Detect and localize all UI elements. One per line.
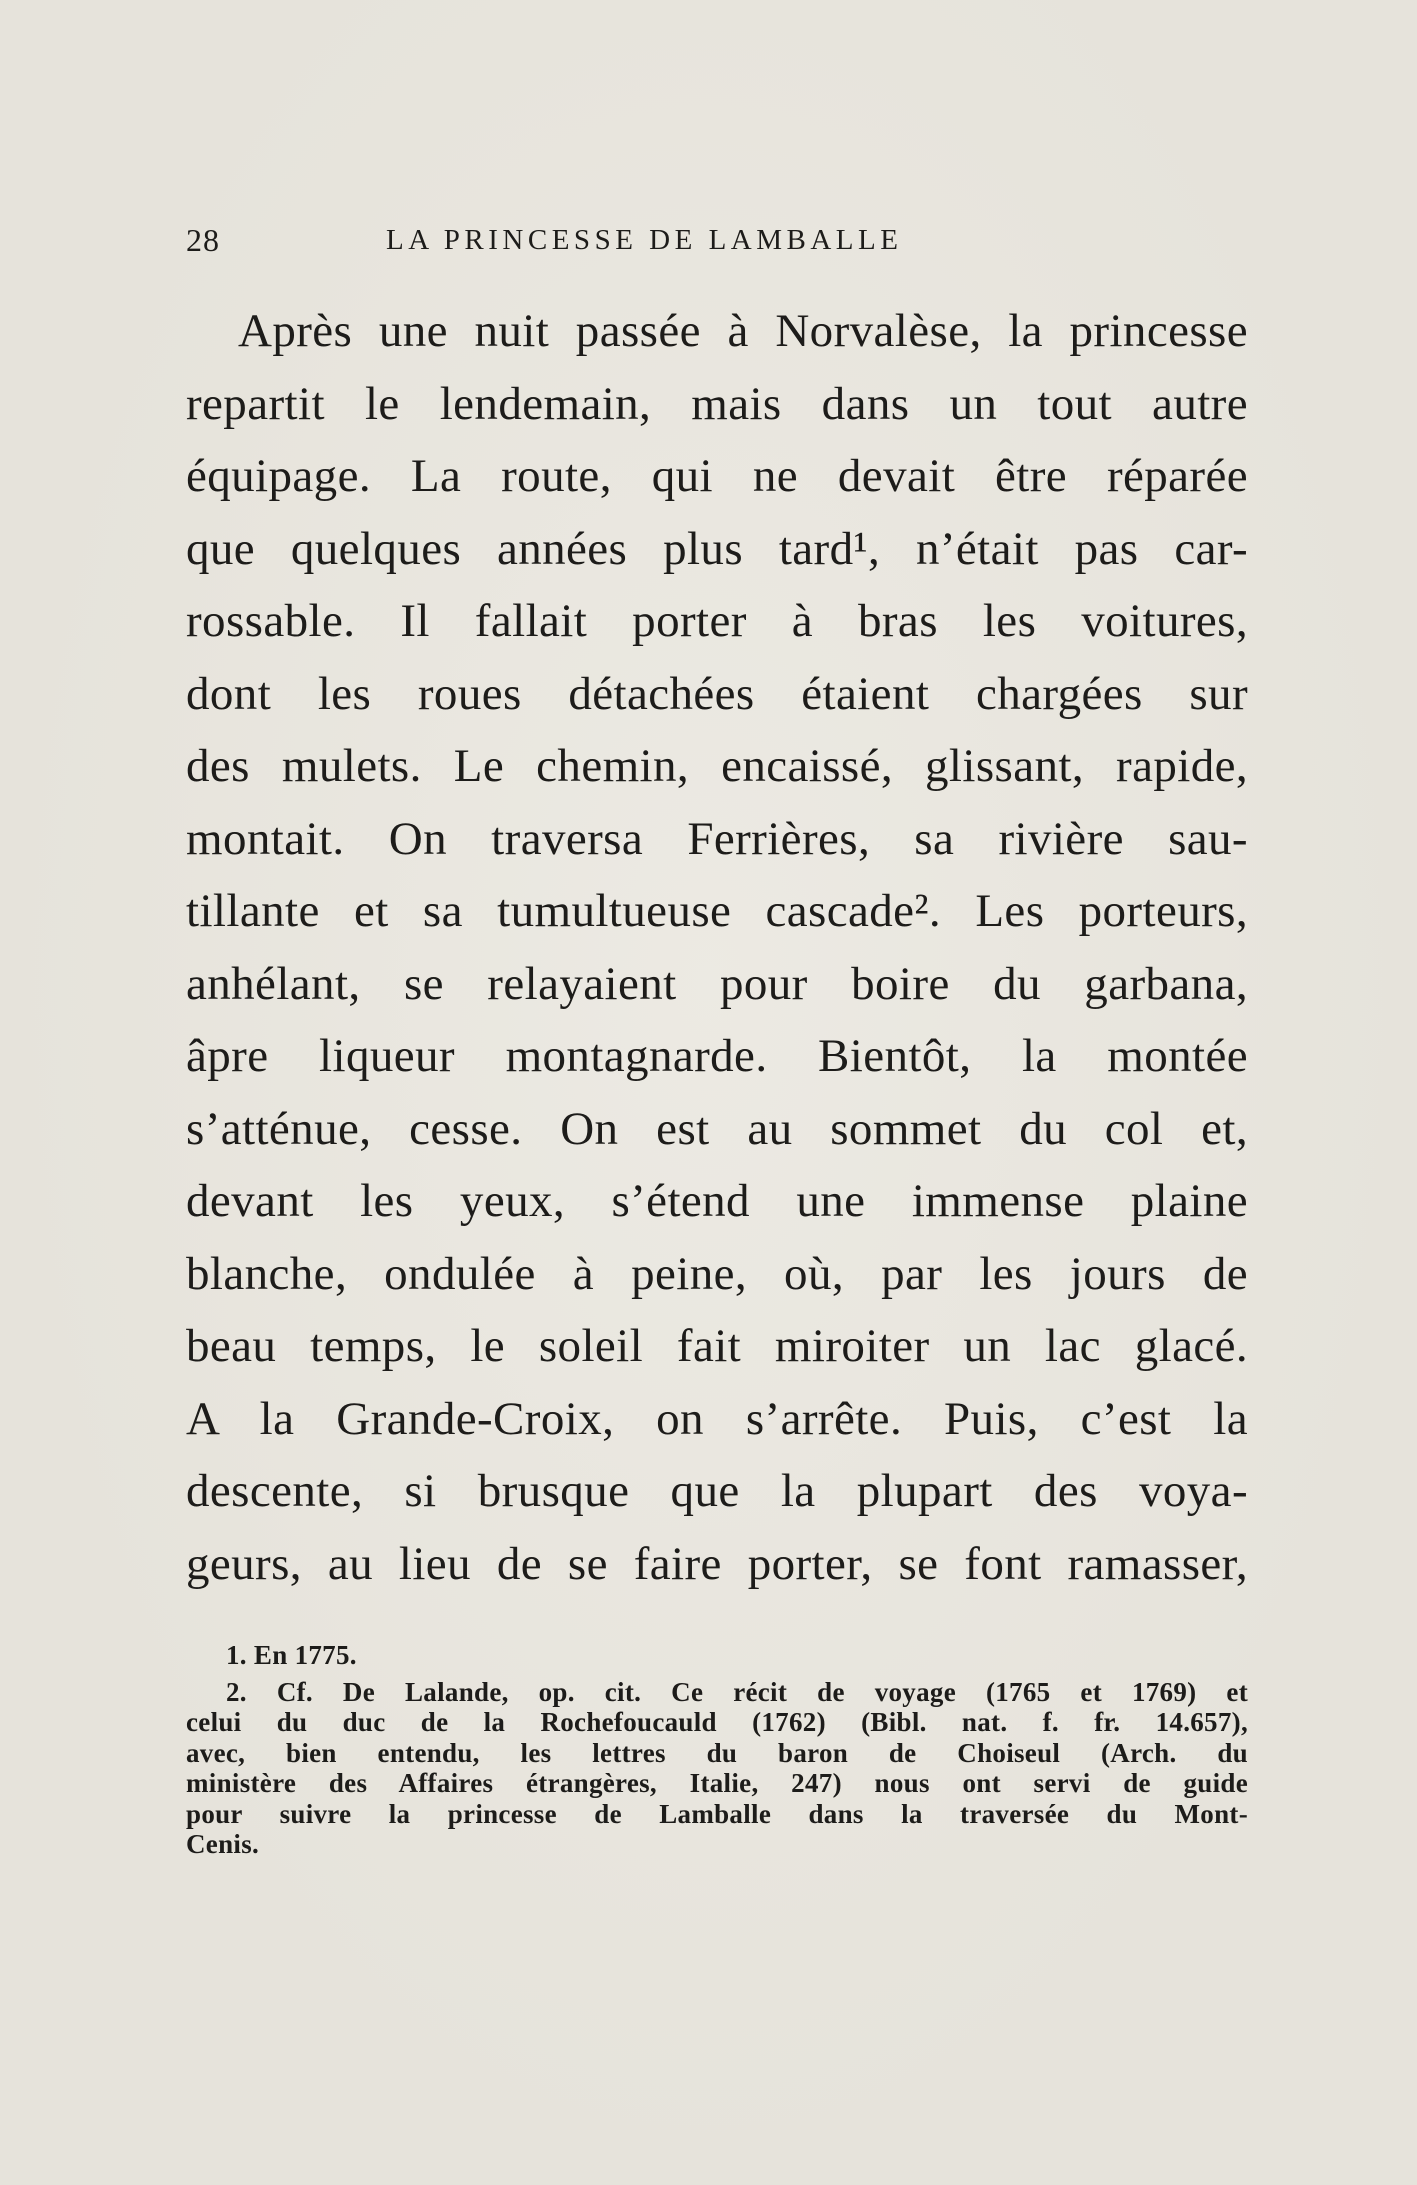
body-line: geurs, au lieu de se faire porter, se font ramasser, xyxy=(186,1537,1248,1590)
body-line: que quelques années plus tard¹, n’était pas car- xyxy=(186,522,1248,575)
body-line: tillante et sa tumultueuse cascade². Les porteurs, xyxy=(186,885,1248,937)
body-line: des mulets. Le chemin, encaissé, glissant, rapide, xyxy=(186,740,1248,792)
body-line: beau temps, le soleil fait miroiter un lac glacé. xyxy=(186,1320,1248,1372)
body-line: rossable. Il fallait porter à bras les voitures, xyxy=(186,595,1248,647)
body-line: Après une nuit passée à Norvalèse, la princesse xyxy=(238,305,1248,357)
page-header xyxy=(186,222,1246,262)
footnotes xyxy=(186,1640,1248,1860)
footnote-2-line: pour suivre la princesse de Lamballe dans la traversée du Mont- xyxy=(186,1798,1248,1829)
footnote-1: 1. En 1775. xyxy=(226,1640,357,1670)
body-paragraph xyxy=(186,295,1248,1600)
body-line: anhélant, se relayaient pour boire du garbana, xyxy=(186,957,1248,1010)
running-title: LA PRINCESSE DE LAMBALLE xyxy=(386,224,903,256)
footnote-2-line: 2. Cf. De Lalande, op. cit. Ce récit de voyage (1765 et 1769) et xyxy=(226,1676,1248,1707)
footnote-2-line: ministère des Affaires étrangères, Italie, 247) nous ont servi de guide xyxy=(186,1768,1248,1798)
footnote-2-line: celui du duc de la Rochefoucauld (1762) (Bibl. nat. f. fr. 14.657), xyxy=(186,1707,1248,1737)
footnote-2-line: Cenis. xyxy=(186,1829,260,1859)
body-line: repartit le lendemain, mais dans un tout autre xyxy=(186,377,1248,430)
body-line: blanche, ondulée à peine, où, par les jours de xyxy=(186,1247,1248,1300)
body-line: âpre liqueur montagnarde. Bientôt, la montée xyxy=(186,1030,1248,1082)
footnote-2-line: avec, bien entendu, les lettres du baron de Choiseul (Arch. du xyxy=(186,1737,1248,1768)
body-line: s’atténue, cesse. On est au sommet du col et, xyxy=(186,1102,1248,1155)
page-number: 28 xyxy=(186,222,220,258)
body-line: A la Grande-Croix, on s’arrête. Puis, c’est la xyxy=(186,1392,1248,1445)
body-line: équipage. La route, qui ne devait être réparée xyxy=(186,450,1248,502)
body-line: devant les yeux, s’étend une immense plaine xyxy=(186,1175,1248,1227)
body-line: dont les roues détachées étaient chargées sur xyxy=(186,667,1248,720)
body-line: montait. On traversa Ferrières, sa rivière sau- xyxy=(186,812,1248,865)
body-line: descente, si brusque que la plupart des voya- xyxy=(186,1465,1248,1517)
